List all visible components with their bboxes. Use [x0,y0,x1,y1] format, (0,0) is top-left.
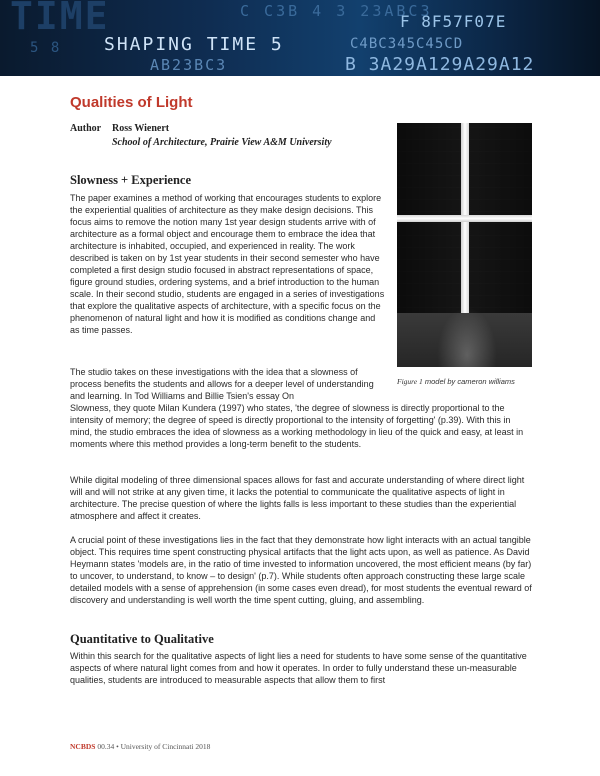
author-affiliation: School of Architecture, Prairie View A&M University [112,137,332,148]
page-footer [70,742,210,751]
footer-brand: NCBDS [70,742,96,751]
footer-venue: University of Cincinnati 2018 [120,742,211,751]
light-glow [437,307,497,367]
article-title: Qualities of Light [70,94,193,111]
section-heading-slowness: Slowness + Experience [70,173,192,187]
banner-glyph-row: C4BC345C45CD [350,36,464,52]
figure-photo [397,123,532,367]
paragraph: Within this search for the qualitative aspects of light lies a need for students to have some sense of the quantitative aspects of where natural light comes from and how it operates. In order to fully understand these un-measurable qualities, students are introduced to measurable aspects that allow them to first [70,651,527,685]
paragraph: The studio takes on these investigations with the idea that a slowness of process benefits the students and allows for a deeper level of understanding and learning. In Tod Williams and Billie Tsien's essay On [70,367,374,401]
banner-title: SHAPING TIME 5 [104,34,284,55]
header-banner [0,0,600,76]
figure-caption [397,377,515,386]
paragraph: While digital modeling of three dimensional spaces allows for fast and accurate understanding of where direct light will and will not strike at any given time, it lacks the potential to communicate the qualitative aspects of light in architecture. The precise question of where the lights falls is less important to these studies than the experiential atmosphere and affect it creates. [70,475,525,521]
paragraph: A crucial point of these investigations lies in the fact that they demonstrate how light interacts with an actual tangible object. This requires time spent constructing physical artifacts that the light acts upon, as well as patience. As David Heymann states 'models are, in the ratio of time invested to information uncovered, the most efficient means (by far) to uncover, to understand, to know – to design' (p.7). While students often approach constructing these large scale detailed models with a sense of apprehension (in some cases even dread), for most students the eventual reward of discovery and understanding is well worth the time spent cutting, gluing, and assembling. [70,535,532,605]
banner-glyph-row: B 3A29A129A29A12 [345,54,535,75]
footer-separator: • [116,742,119,751]
banner-glyph-time: TIME [10,0,110,38]
banner-glyph-row: C C3B 4 3 23ABC3 [240,2,433,20]
figure-label: Figure 1 [397,377,423,386]
author-label: Author [70,123,102,134]
light-cross-horizontal [397,215,532,222]
banner-glyph-row: F 8F57F07E [400,12,507,31]
author-block [70,122,332,150]
footer-page: 00.34 [97,742,115,751]
figure-caption-text: model by cameron williams [424,377,515,386]
section-heading-quantitative: Quantitative to Qualitative [70,632,214,646]
paragraph: Slowness, they quote Milan Kundera (1997) who states, 'the degree of slowness is directly proportional to the intensity of memory; the degree of speed is directly proportional to the intensity of forgetting' (p.39). With this in mind, the studio embraces the idea of slowness as a working methodology in lieu of the quick and easy, at least in moments where this method provides a long-term benefit to the students. [70,403,524,449]
banner-glyph-row: 5 8 [30,40,62,56]
paragraph: The paper examines a method of working that encourages students to explore the experiential qualities of architecture as they make design decisions. This focus aims to remove the notion many 1st year design students arrive with of architecture as a formal object and encourage them to embrace the idea that architecture is inhabited, occupied, and experienced in reality. The work described is taken on by 1st year students in their second semester who have completed a first design studio focused in abstract representations of space, figure ground studies, ordering systems, and a brief introduction to the human scale. In their second studio, students are engaged in a series of investigations that explore the qualitative aspects of architecture, with a specific focus on the phenomenon of natural light and how it is modified as conditions change and as time passes. [70,193,385,335]
author-name: Ross Wienert [112,123,170,134]
banner-glyph-row: AB23BC3 [150,56,228,74]
